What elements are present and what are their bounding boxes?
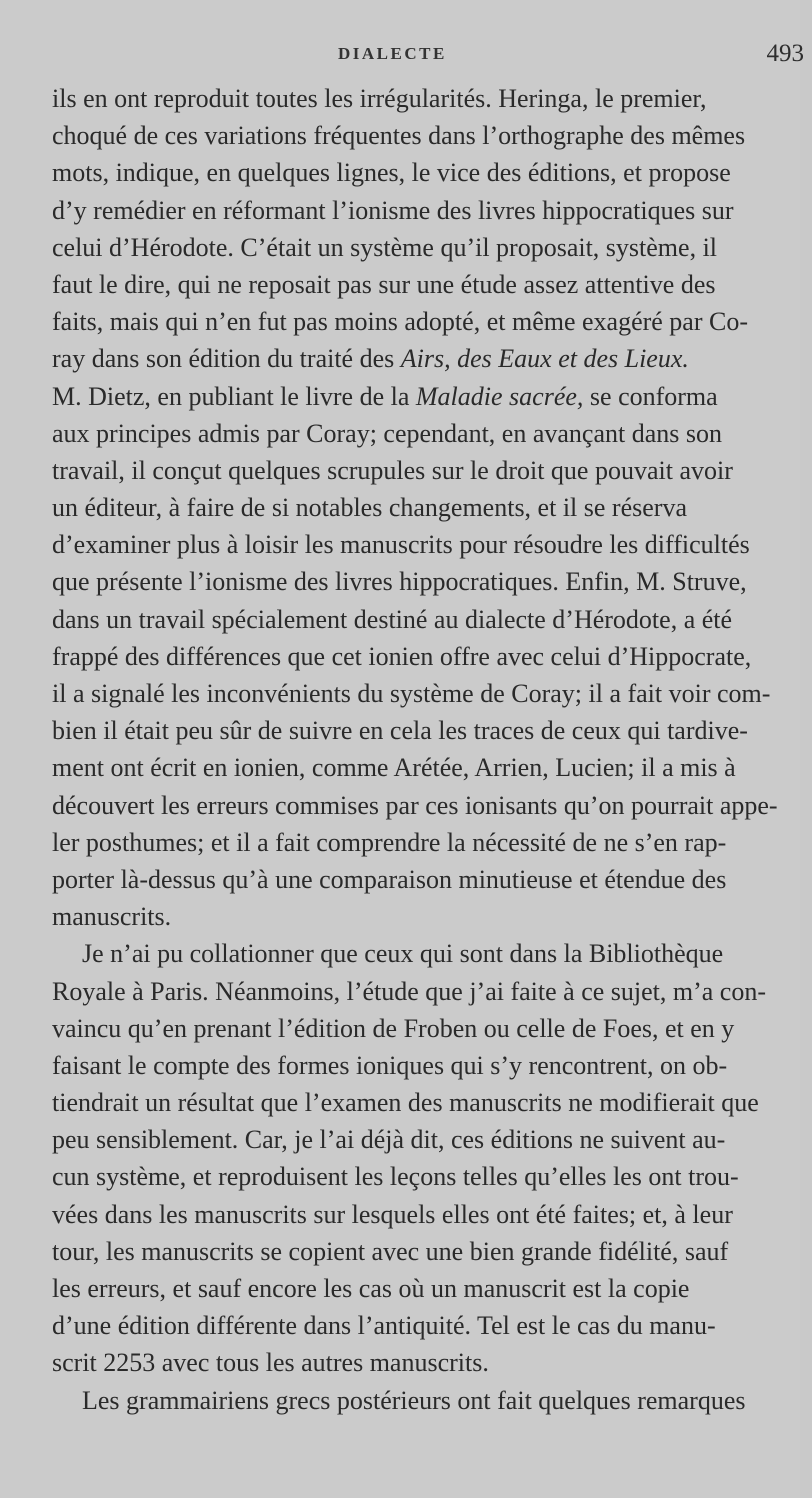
text-line (52, 1233, 812, 1270)
line-text: cun système, et reproduisent les leçons telles qu’elles les ont trou- (52, 1162, 739, 1192)
text-line (52, 1344, 812, 1381)
line-text: Je n’ai pu collationner que ceux qui sont dans la Bibliothèque (82, 939, 724, 969)
line-text: Les grammairiens grecs postérieurs ont fait quelques remarques (82, 1385, 746, 1415)
text-line (52, 489, 812, 526)
line-text: faits, mais qui n’en fut pas moins adopté, et même exagéré par Co- (52, 307, 749, 337)
text-line (52, 452, 812, 489)
text-line (52, 675, 812, 712)
text-line (52, 378, 812, 415)
line-text: d’une édition différente dans l’antiquité. Tel est le cas du manu- (52, 1311, 716, 1341)
text-line (52, 935, 812, 972)
text-line (52, 154, 812, 191)
text-line (52, 1010, 812, 1047)
line-text: ment ont écrit en ionien, comme Arétée, Arrien, Lucien; il a mis à (52, 753, 736, 783)
text-line (52, 303, 812, 340)
text-line (52, 712, 812, 749)
line-text: faisant le compte des formes ioniques qui s’y rencontrent, on ob- (52, 1050, 728, 1080)
line-text: M. Dietz, en publiant le livre de la (52, 381, 416, 411)
line-text: Royale à Paris. Néanmoins, l’étude que j’ai faite à ce sujet, m’a con- (52, 976, 767, 1006)
line-text: celui d’Hérodote. C’était un système qu’il proposait, système, il (52, 232, 718, 262)
text-line (52, 861, 812, 898)
line-text: les erreurs, et sauf encore les cas où un manuscrit est la copie (52, 1274, 690, 1303)
line-text: vées dans les manuscrits sur lesquels elles ont été faites; et, à leur (52, 1199, 733, 1229)
line-text: manuscrits. (52, 902, 172, 932)
line-text: ler posthumes; et il a fait comprendre la nécessité de ne s’en rap- (52, 827, 727, 857)
text-line (52, 415, 812, 452)
text-line (52, 117, 812, 154)
text-line (52, 229, 812, 266)
text-line (52, 638, 812, 675)
text-line (52, 340, 812, 377)
text-line (52, 1084, 812, 1121)
text-line (52, 1158, 812, 1195)
running-head (0, 40, 804, 74)
running-title: DIALECTE (338, 44, 447, 63)
text-line (52, 1307, 812, 1344)
line-text: choqué de ces variations fréquentes dans l’orthographe des mêmes (52, 121, 746, 151)
line-text: aux principes admis par Coray; cependant, en avançant dans son (52, 418, 722, 448)
line-text: frappé des différences que cet ionien offre avec celui d’Hippocrate, (52, 641, 752, 671)
line-text: travail, il conçut quelques scrupules sur le droit que pouvait avoir (52, 455, 733, 485)
text-line (52, 973, 812, 1010)
text-line (52, 749, 812, 786)
line-text: un éditeur, à faire de si notables changements, et il se réserva (52, 493, 687, 523)
text-line (52, 1047, 812, 1084)
line-text: bien il était peu sûr de suivre en cela les traces de ceux qui tardive- (52, 716, 748, 746)
text-line (52, 1270, 812, 1307)
italic-title-text: Airs, des Eaux et des Lieux. (400, 344, 689, 374)
line-text: dans un travail spécialement destiné au dialecte d’Hérodote, a été (52, 604, 733, 634)
line-text: d’examiner plus à loisir les manuscrits pour résoudre les difficultés (52, 530, 750, 560)
text-line (52, 1196, 812, 1233)
line-text: se conforma (583, 381, 718, 411)
line-text: faut le dire, qui ne reposait pas sur une étude assez attentive des (52, 269, 716, 299)
text-line (52, 192, 812, 229)
text-line (52, 787, 812, 824)
line-text: ils en ont reproduit toutes les irrégularités. Heringa, le premier, (52, 84, 707, 113)
line-text: que présente l’ionisme des livres hippocratiques. Enfin, M. Struve, (52, 567, 747, 597)
line-text: peu sensiblement. Car, je l’ai déjà dit, ces éditions ne suivent au- (52, 1125, 726, 1155)
text-line (52, 824, 812, 861)
body-text (52, 80, 812, 1419)
line-text: découvert les erreurs commises par ces ionisants qu’on pourrait appe- (52, 790, 778, 820)
line-text: mots, indique, en quelques lignes, le vice des éditions, et propose (52, 158, 731, 188)
line-text: d’y remédier en réformant l’ionisme des livres hippocratiques sur (52, 195, 734, 225)
line-text: tour, les manuscrits se copient avec une bien grande fidélité, sauf (52, 1236, 729, 1266)
text-line (52, 1121, 812, 1158)
italic-title-text: Maladie sacrée, (415, 381, 584, 411)
text-line (52, 601, 812, 638)
page-number: 493 (766, 40, 804, 67)
text-line (52, 563, 812, 600)
line-text: il a signalé les inconvénients du système de Coray; il a fait voir com- (52, 679, 771, 708)
text-line (52, 1382, 812, 1419)
text-line (52, 80, 812, 117)
line-text: porter là-dessus qu’à une comparaison minutieuse et étendue des (52, 864, 727, 894)
line-text: tiendrait un résultat que l’examen des manuscrits ne modifierait que (52, 1088, 759, 1118)
line-text: vaincu qu’en prenant l’édition de Froben ou celle de Foes, et en y (52, 1013, 735, 1043)
text-line (52, 266, 812, 303)
text-line (52, 898, 812, 935)
text-line (52, 526, 812, 563)
line-text: ray dans son édition du traité des (52, 344, 401, 374)
line-text: scrit 2253 avec tous les autres manuscrits. (52, 1348, 489, 1378)
